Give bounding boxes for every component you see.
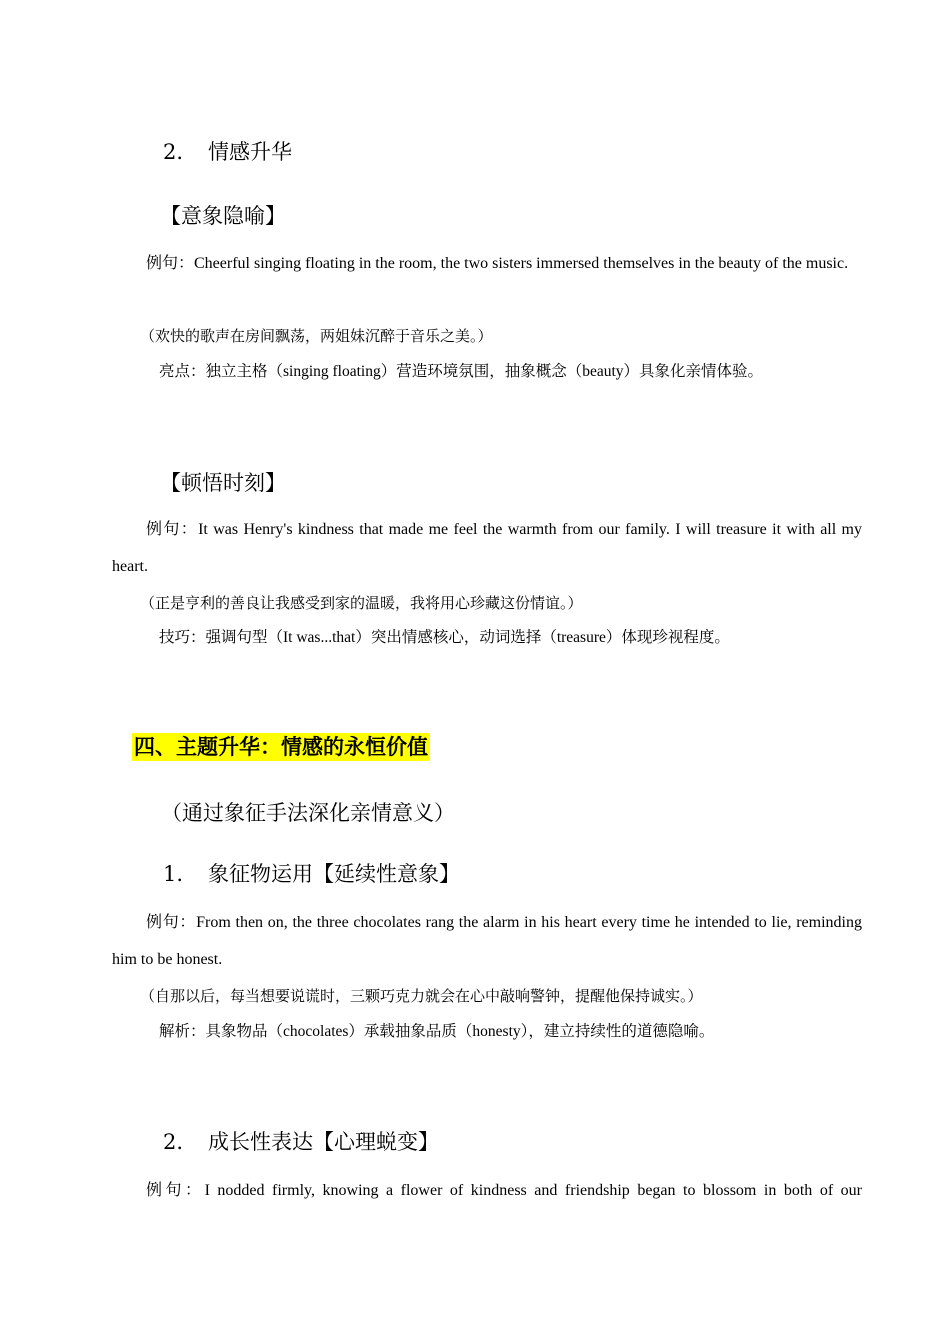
section-subtitle: （通过象征手法深化亲情意义） [161,801,455,825]
example-note: 解析：具象物品（chocolates）承载抽象品质（honesty），建立持续性的道德隐喻。 [159,1023,715,1040]
subheading-epiphany-moment: 【顿悟时刻】 [160,471,286,495]
item-heading-growth-expression [163,1126,439,1156]
example-sentence: 例句：Cheerful singing floating in the room, the two sisters immersed themselves in the beauty of the music. [146,255,849,272]
item-title: 象征物运用【延续性意象】 [208,862,460,886]
item-title: 情感升华 [208,140,292,164]
item-number: 2. [163,140,184,164]
example-sentence: 例句：From then on, the three chocolates rang the alarm in his heart every time he intended to lie, reminding him to be honest. [112,914,862,968]
subheading-imagery-metaphor: 【意象隐喻】 [160,204,286,228]
example-sentence: 例句：It was Henry's kindness that made me feel the warmth from our family. I will treasure it with all my heart. [112,521,862,575]
section-title-theme-sublimation: 四、主题升华：情感的永恒价值 [134,734,428,759]
item-number: 2. [163,1130,184,1154]
item-number: 1. [163,862,184,886]
example-translation: （自那以后，每当想要说谎时，三颗巧克力就会在心中敲响警钟，提醒他保持诚实。） [140,987,703,1005]
item-heading-emotion-sublimation [163,136,292,166]
item-title: 成长性表达【心理蜕变】 [208,1130,439,1154]
item-heading-symbol-usage [163,858,460,888]
example-translation: （正是亨利的善良让我感受到家的温暖，我将用心珍藏这份情谊。） [140,594,583,612]
example-translation: （欢快的歌声在房间飘荡，两姐妹沉醉于音乐之美。） [140,327,493,345]
example-note: 亮点：独立主格（singing floating）营造环境氛围，抽象概念（beauty）具象化亲情体验。 [159,363,764,380]
example-sentence: 例句：I nodded firmly, knowing a flower of kindness and friendship began to blossom in both of our [146,1182,862,1199]
example-note: 技巧：强调句型（It was...that）突出情感核心，动词选择（treasure）体现珍视程度。 [159,629,730,646]
